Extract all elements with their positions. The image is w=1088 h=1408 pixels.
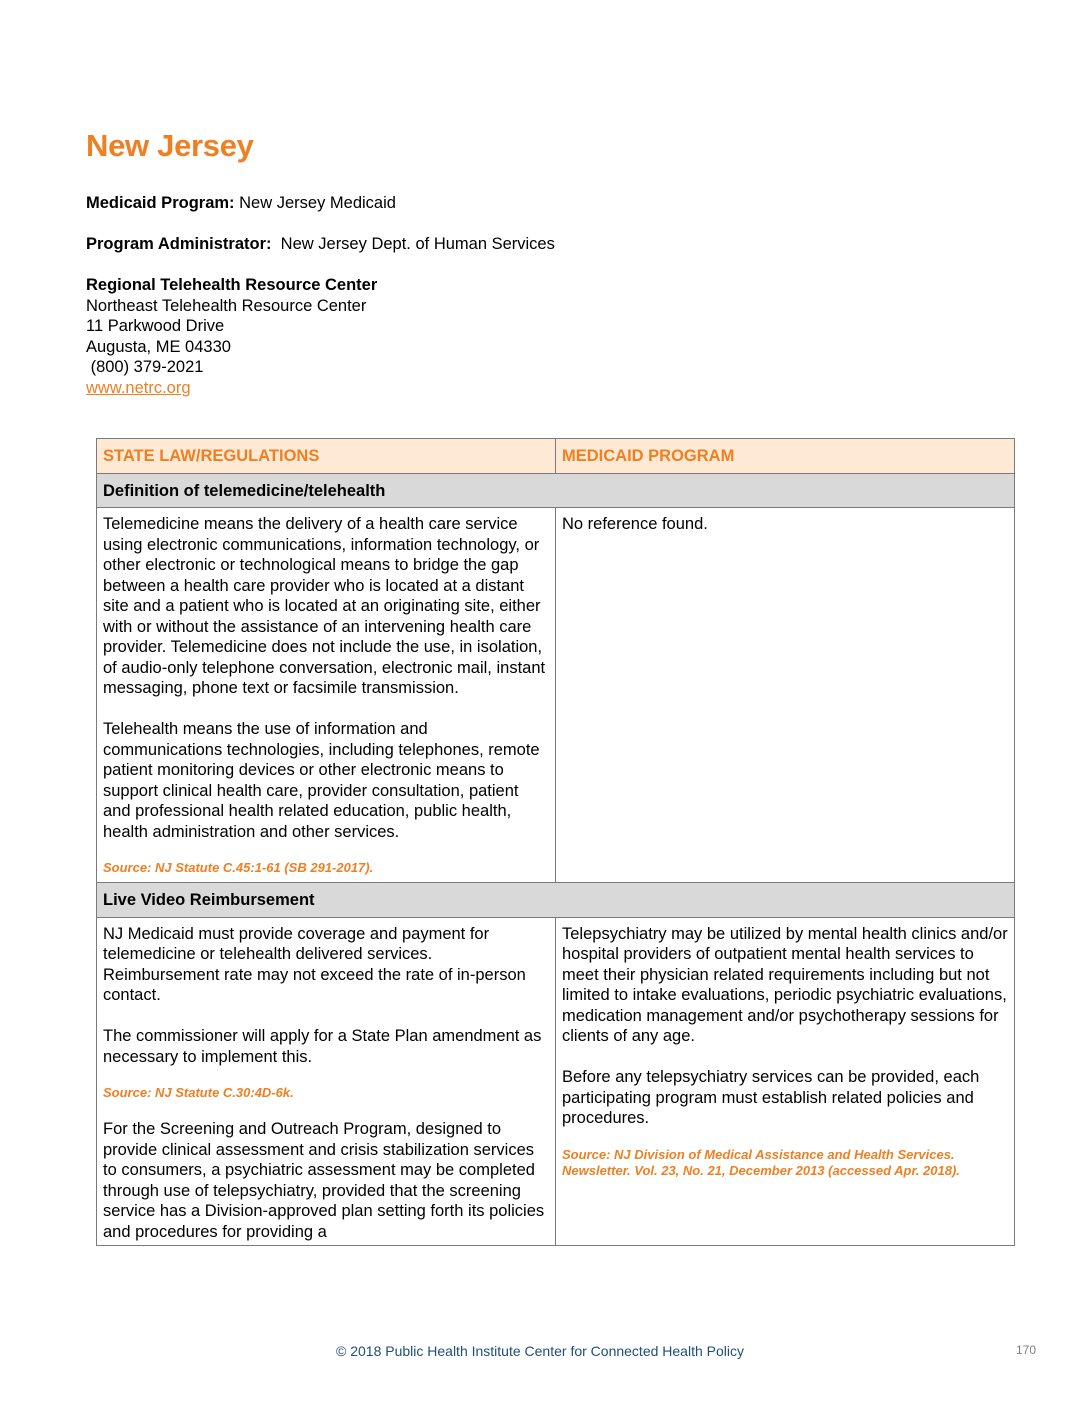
live-video-law-paragraph: NJ Medicaid must provide coverage and payment for telemedicine or telehealth delivered services. Reimbursement rate may not exceed the rate of in-person contact. <box>103 924 526 1004</box>
section-header-row <box>97 883 1015 918</box>
telehealth-policy-table <box>96 438 1015 1246</box>
live-video-medicaid-source: Source: NJ Division of Medical Assistance and Health Services. Newsletter. Vol. 23, No. 21, December 2013 (accessed Apr. 2018). <box>562 1146 960 1178</box>
program-administrator-value: New Jersey Dept. of Human Services <box>280 235 555 253</box>
page-title: New Jersey <box>86 128 254 163</box>
program-administrator-label: Program Administrator: <box>86 235 272 253</box>
definition-medicaid-paragraph: No reference found. <box>562 515 708 533</box>
rtrc-address-line-2: Augusta, ME 04330 <box>86 337 231 356</box>
rtrc-block <box>86 275 377 398</box>
rtrc-address-line-1: 11 Parkwood Drive <box>86 317 225 335</box>
live-video-law-source: Source: NJ Statute C.30:4D-6k. <box>103 1085 294 1100</box>
live-video-medicaid-paragraph: Telepsychiatry may be utilized by mental health clinics and/or hospital providers of outpatient mental health services to meet their physician related requirements including but not limited to intake evaluations, periodic psychiatric evaluations, medication management and/or psychotherapy sessions for clients of any age. <box>562 924 1008 1045</box>
rtrc-heading: Regional Telehealth Resource Center <box>86 276 378 294</box>
medicaid-program-value: New Jersey Medicaid <box>239 194 396 212</box>
definition-law-source: Source: NJ Statute C.45:1-61 (SB 291-2017). <box>103 860 374 875</box>
definition-law-paragraph: Telemedicine means the delivery of a health care service using electronic communications, information technology, or other electronic or technological means to bridge the gap between a health care provider who is located at a distant site and a patient who is located at an originating site, either with or without the assistance of an intervening health care provider. Telemedicine does not include the use, in isolation, of audio-only telephone conversation, electronic mail, instant messaging, phone text or facsimile transmission. <box>103 515 546 697</box>
header-state-law: STATE LAW/REGULATIONS <box>97 439 556 474</box>
rtrc-website-link[interactable]: www.netrc.org <box>86 378 191 397</box>
live-video-law-paragraph: The commissioner will apply for a State Plan amendment as necessary to implement this. <box>103 1027 542 1066</box>
definition-law-paragraph: Telehealth means the use of information and communications technologies, including telephones, remote patient monitoring devices or other electronic means to support clinical health care, provider consultation, patient and professional health related education, public health, health administration and other services. <box>103 720 540 841</box>
section-title-definition: Definition of telemedicine/telehealth <box>97 473 1015 508</box>
definition-medicaid-cell <box>556 508 1015 883</box>
table-header-row <box>97 439 1015 474</box>
live-video-law-cell <box>97 917 556 1246</box>
live-video-medicaid-paragraph: Before any telepsychiatry services can be provided, each participating program must establish related policies and procedures. <box>562 1068 980 1127</box>
table-row <box>97 508 1015 883</box>
page-number: 170 <box>1016 1343 1037 1357</box>
program-administrator-line <box>86 234 555 255</box>
definition-law-cell <box>97 508 556 883</box>
table-row <box>97 917 1015 1246</box>
header-medicaid-program: MEDICAID PROGRAM <box>556 439 1015 474</box>
section-title-live-video: Live Video Reimbursement <box>97 883 1015 918</box>
medicaid-program-line <box>86 193 396 214</box>
footer-copyright: © 2018 Public Health Institute Center for Connected Health Policy <box>336 1343 744 1359</box>
rtrc-name: Northeast Telehealth Resource Center <box>86 296 367 315</box>
live-video-medicaid-cell <box>556 917 1015 1246</box>
section-header-row <box>97 473 1015 508</box>
rtrc-phone: (800) 379-2021 <box>86 358 204 376</box>
medicaid-program-label: Medicaid Program: <box>86 194 235 212</box>
live-video-law-paragraph: For the Screening and Outreach Program, designed to provide clinical assessment and crisis stabilization services to consumers, a psychiatric assessment may be completed through use of telepsychiatry, provided that the screening service has a Division-approved plan setting forth its policies and procedures for providing a <box>103 1120 545 1241</box>
